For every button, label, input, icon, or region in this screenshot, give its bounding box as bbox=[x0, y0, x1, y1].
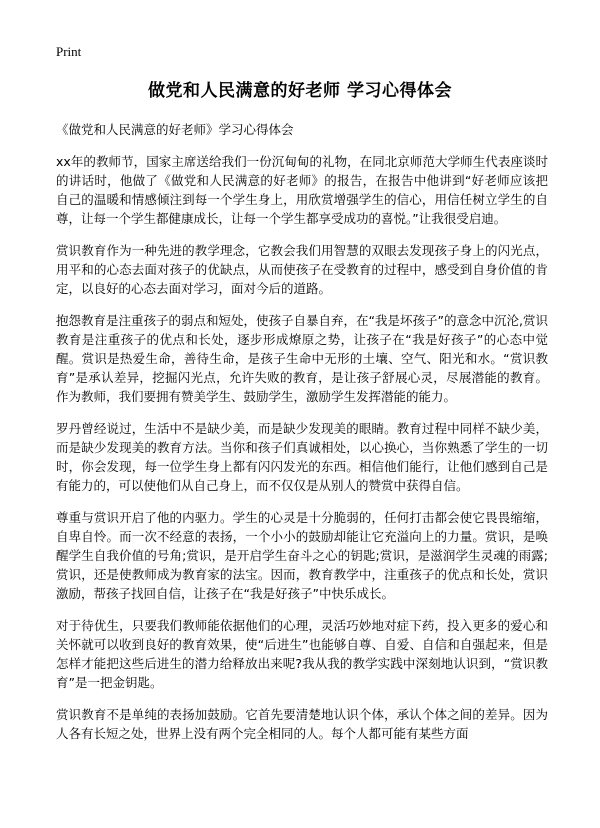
document-subtitle: 《做党和人民满意的好老师》学习心得体会 bbox=[56, 122, 294, 137]
paragraph-4: 罗丹曾经说过，生活中不是缺少美，而是缺少发现美的眼睛。教育过程中同样不缺少美，而是缺少发现美的教育方法。当你和孩子们真诚相处，以心换心，当你熟悉了学生的一切时，你会发现，每一位学生身上都有闪闪发光的东西。相信他们能行，让他们感到自己是有能力的，可以使他们从自己身上，而不仅仅是从别人的赞赏中获得自信。 bbox=[56, 421, 548, 493]
article-body bbox=[56, 152, 548, 756]
paragraph-7: 赏识教育不是单纯的表扬加鼓励。它首先要清楚地认识个体，承认个体之间的差异。因为人各有长短之处，世界上没有两个完全相同的人。每个人都可能有某些方面 bbox=[56, 707, 548, 741]
paragraph-6: 对于待优生，只要我们教师能依据他们的心理，灵活巧妙地对症下药，投入更多的爱心和关怀就可以收到良好的教育效果，使“后进生”也能够自尊、自爱、自信和自强起来，但是怎样才能把这些后进生的潜力给释放出来呢?我从我的教学实践中深刻地认识到，“赏识教育”是一把金钥匙。 bbox=[56, 618, 548, 690]
paragraph-5: 尊重与赏识开启了他的内驱力。学生的心灵是十分脆弱的，任何打击都会使它畏畏缩缩，自卑自怜。而一次不经意的表扬，一个小小的鼓励却能让它充溢向上的力量。赏识，是唤醒学生自我价值的号角;赏识，是开启学生奋斗之心的钥匙;赏识，是滋润学生灵魂的雨露;赏识，还是使教师成为教育家的法宝。因而，教育教学中，注重孩子的优点和长处，赏识激励，帮孩子找回自信，让孩子在“我是好孩子”中快乐成长。 bbox=[56, 510, 548, 601]
paragraph-1: xx年的教师节，国家主席送给我们一份沉甸甸的礼物，在同北京师范大学师生代表座谈时的讲话时，他做了《做党和人民满意的好老师》的报告，在报告中他讲到“好老师应该把自己的温暖和情感倾注到每一个学生身上，用欣赏增强学生的信心，用信任树立学生的自尊，让每一个学生都健康成长，让每一个学生都享受成功的喜悦。”让我很受启迪。 bbox=[56, 154, 548, 226]
paragraph-2: 赏识教育作为一种先进的教学理念，它教会我们用智慧的双眼去发现孩子身上的闪光点，用平和的心态去面对孩子的优缺点，从而使孩子在受教育的过程中，感受到自身价值的肯定，以良好的心态去面对学习，面对今后的道路。 bbox=[56, 243, 548, 296]
page-title: 做党和人民满意的好老师 学习心得体会 bbox=[148, 81, 452, 101]
paragraph-3: 抱怨教育是注重孩子的弱点和短处，使孩子自暴自弃，在“我是坏孩子”的意念中沉沦,赏识教育是注重孩子的优点和长处，逐步形成燎原之势，让孩子在“我是好孩子”的心态中觉醒。赏识是热爱生命，善待生命，是孩子生命中无形的土壤、空气、阳光和水。“赏识教育”是承认差异，挖掘闪光点，允许失败的教育，是让孩子舒展心灵，尽展潜能的教育。作为教师，我们要拥有赞美学生、鼓励学生，激励学生发挥潜能的能力。 bbox=[56, 313, 548, 404]
print-link[interactable]: Print bbox=[56, 44, 82, 59]
